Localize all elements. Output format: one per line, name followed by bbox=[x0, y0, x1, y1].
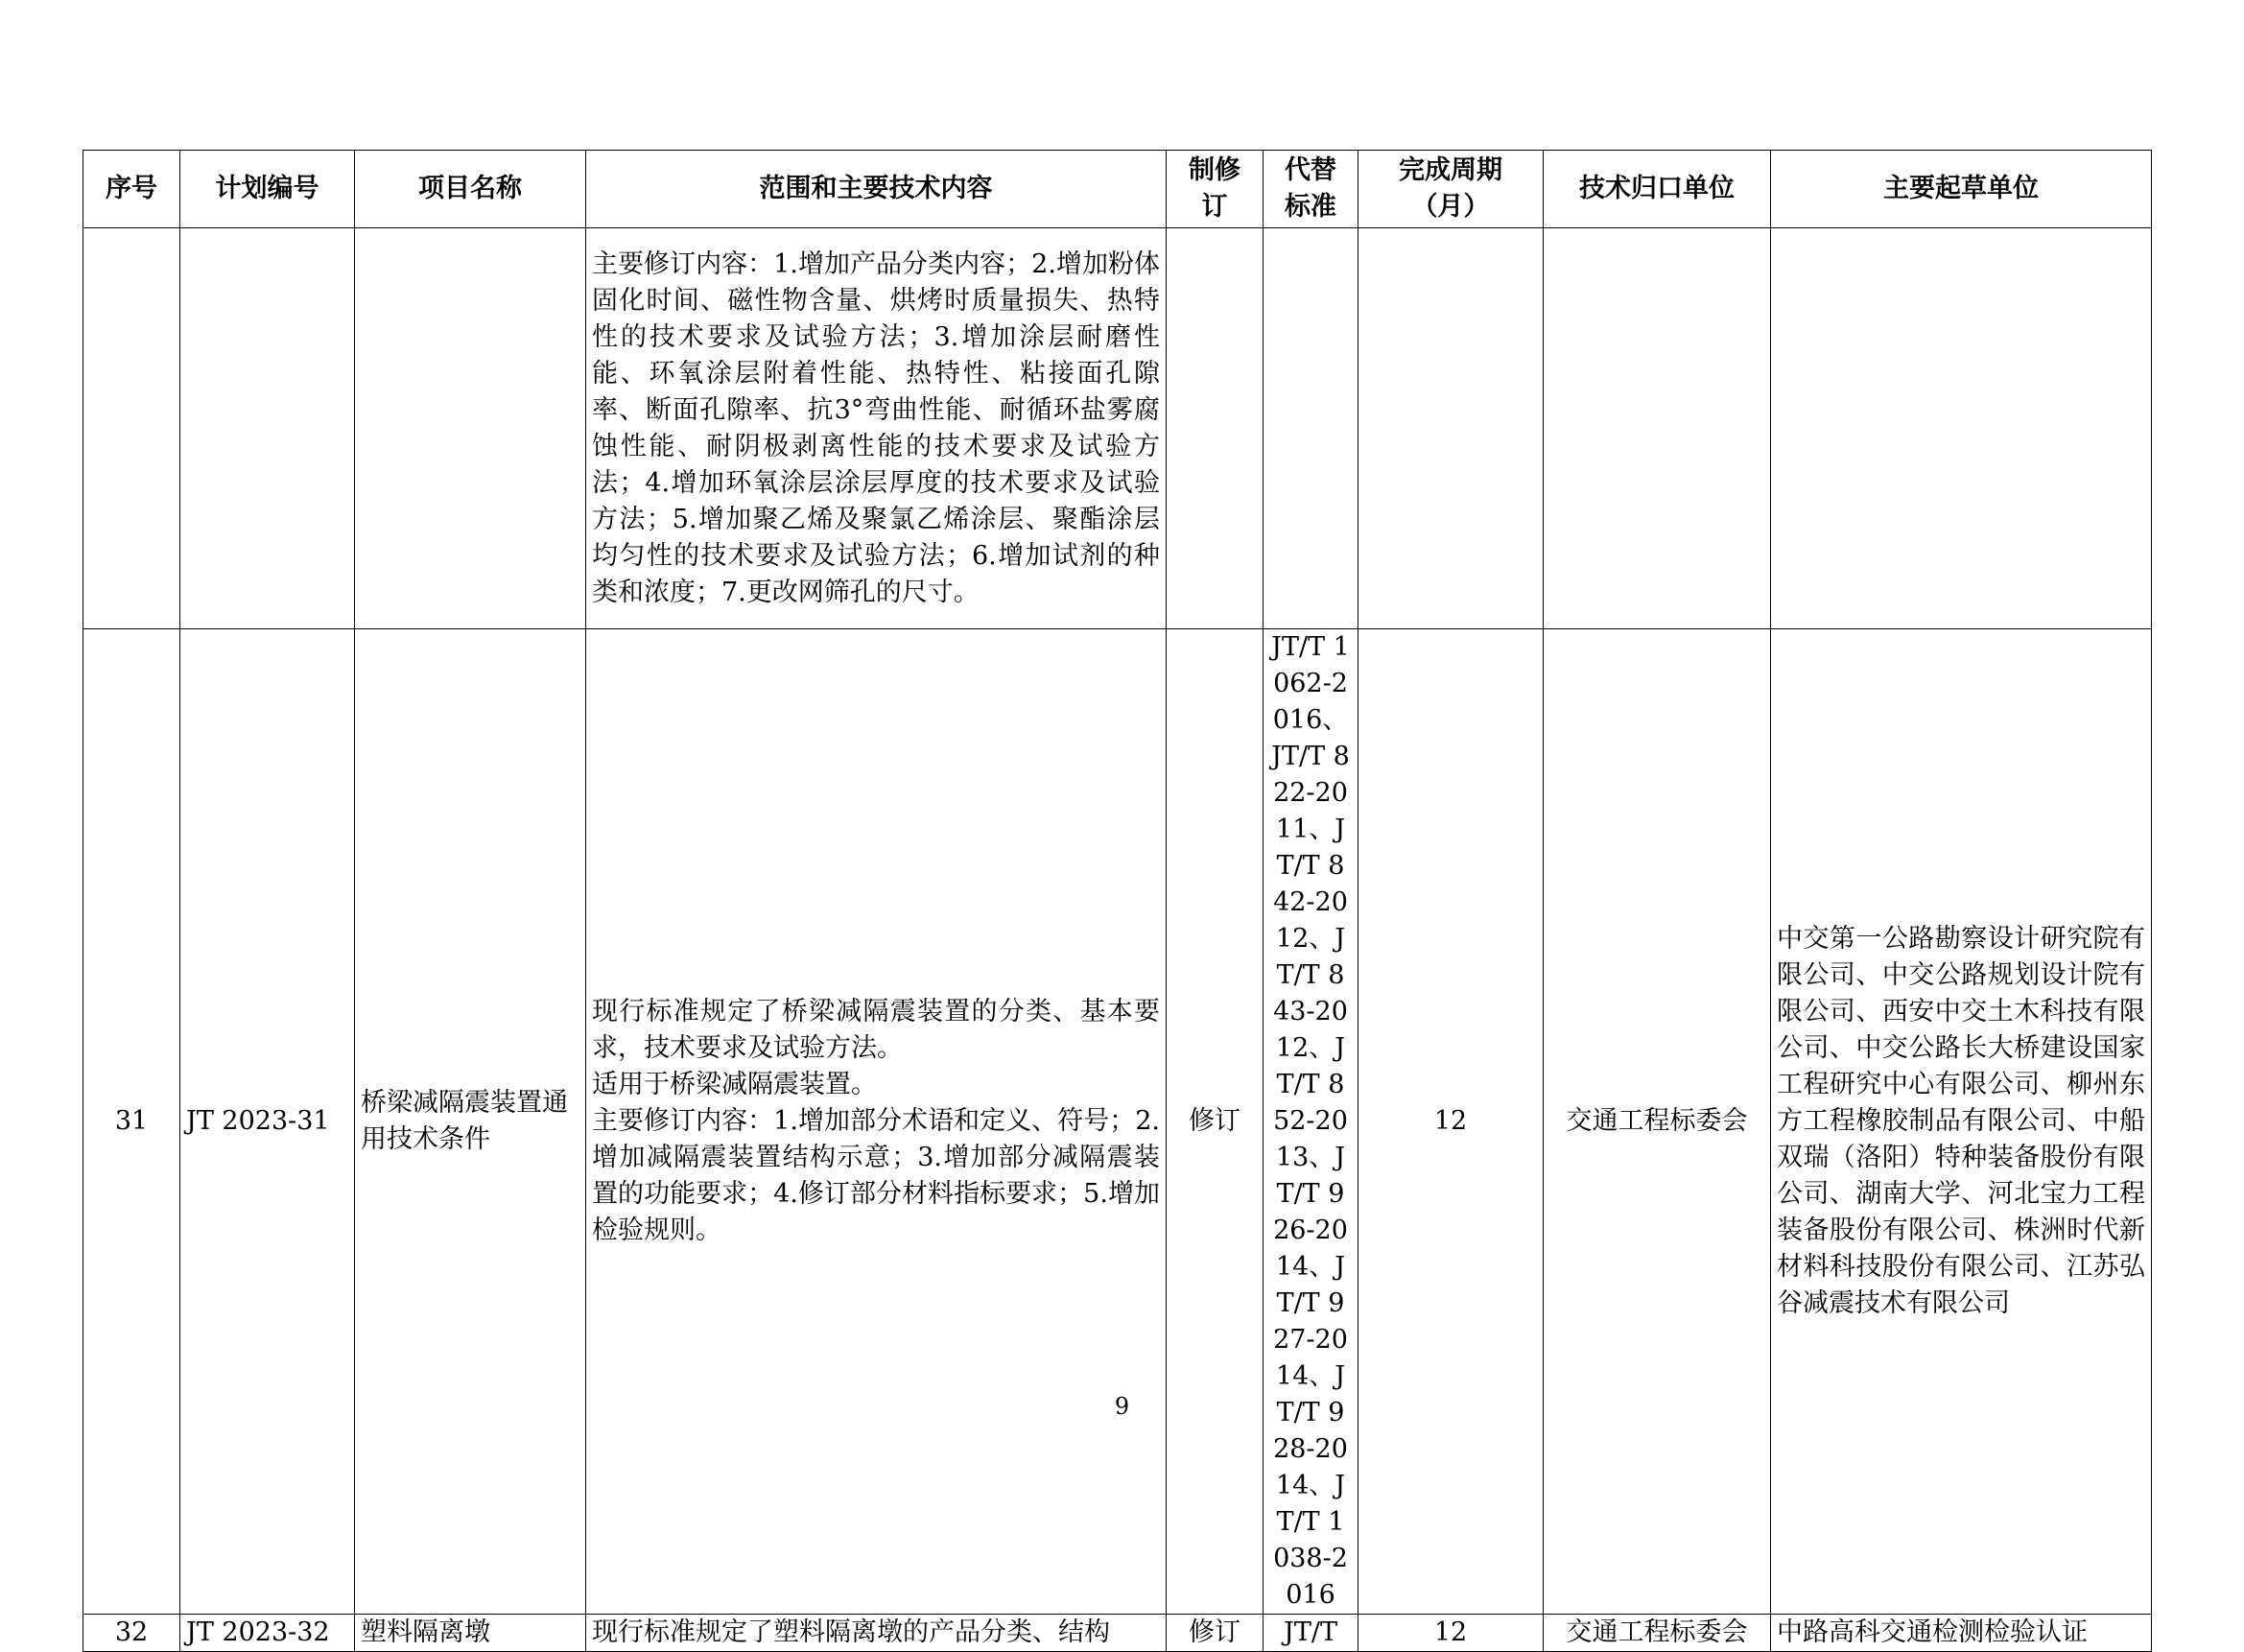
cell-revise: 修订 bbox=[1167, 629, 1264, 1615]
cell-tech-unit: 交通工程标委会 bbox=[1544, 629, 1771, 1615]
cell-seq: 32 bbox=[83, 1615, 180, 1652]
cell-replace: JT/T bbox=[1264, 1615, 1358, 1652]
cell-replace bbox=[1264, 228, 1358, 629]
header-period bbox=[1358, 151, 1544, 228]
cell-scope bbox=[586, 629, 1167, 1615]
cell-revise: 修订 bbox=[1167, 1615, 1264, 1652]
header-revise bbox=[1167, 151, 1264, 228]
cell-revise bbox=[1167, 228, 1264, 629]
standards-plan-table bbox=[83, 150, 2152, 1652]
header-replace-line-1: 代替 bbox=[1285, 155, 1336, 185]
header-revise-line-1: 制修 bbox=[1189, 155, 1240, 185]
cell-scope: 主要修订内容：1.增加产品分类内容；2.增加粉体固化时间、磁性物含量、烘烤时质量损失、热特性的技术要求及试验方法；3.增加涂层耐磨性能、环氧涂层附着性能、热特性、粘接面孔隙率、断面孔隙率、抗3°弯曲性能、耐循环盐雾腐蚀性能、耐阴极剥离性能的技术要求及试验方法；4.增加环氧涂层涂层厚度的技术要求及试验方法；5.增加聚乙烯及聚氯乙烯涂层、聚酯涂层均匀性的技术要求及试验方法；6.增加试剂的种类和浓度；7.更改网筛孔的尺寸。 bbox=[586, 228, 1167, 629]
header-tech-unit: 技术归口单位 bbox=[1544, 151, 1771, 228]
table-row bbox=[83, 1615, 2152, 1652]
scope-line-2: 适用于桥梁减隔震装置。 bbox=[592, 1070, 877, 1099]
cell-project-name: 塑料隔离墩 bbox=[355, 1615, 586, 1652]
cell-drafter bbox=[1771, 228, 2152, 629]
cell-seq: 31 bbox=[83, 629, 180, 1615]
table-row bbox=[83, 228, 2152, 629]
cell-period: 12 bbox=[1358, 629, 1544, 1615]
cell-seq bbox=[83, 228, 180, 629]
cell-period: 12 bbox=[1358, 1615, 1544, 1652]
scope-line-3: 主要修订内容：1.增加部分术语和定义、符号；2.增加减隔震装置结构示意；3.增加部分减隔震装置的功能要求；4.修订部分材料指标要求；5.增加检验规则。 bbox=[592, 1106, 1160, 1245]
cell-plan-no bbox=[180, 228, 355, 629]
cell-project-name: 桥梁减隔震装置通用技术条件 bbox=[355, 629, 586, 1615]
scope-line-1: 现行标准规定了桥梁减隔震装置的分类、基本要求，技术要求及试验方法。 bbox=[592, 997, 1160, 1063]
cell-tech-unit: 交通工程标委会 bbox=[1544, 1615, 1771, 1652]
cell-drafter: 中交第一公路勘察设计研究院有限公司、中交公路规划设计院有限公司、西安中交土木科技有限公司、中交公路长大桥建设国家工程研究中心有限公司、柳州东方工程橡胶制品有限公司、中船双瑞（洛阳）特种装备股份有限公司、湖南大学、河北宝力工程装备股份有限公司、株洲时代新材料科技股份有限公司、江苏弘谷减震技术有限公司 bbox=[1771, 629, 2152, 1615]
table-row bbox=[83, 629, 2152, 1615]
header-plan-no: 计划编号 bbox=[180, 151, 355, 228]
cell-tech-unit bbox=[1544, 228, 1771, 629]
header-period-line-1: 完成周期 bbox=[1399, 155, 1502, 185]
header-seq: 序号 bbox=[83, 151, 180, 228]
header-period-line-2: （月） bbox=[1411, 192, 1490, 222]
header-scope: 范围和主要技术内容 bbox=[586, 151, 1167, 228]
page-number: 9 bbox=[1114, 1393, 1130, 1420]
header-drafter: 主要起草单位 bbox=[1771, 151, 2152, 228]
cell-plan-no: JT 2023-31 bbox=[180, 629, 355, 1615]
cell-plan-no: JT 2023-32 bbox=[180, 1615, 355, 1652]
cell-project-name bbox=[355, 228, 586, 629]
header-revise-line-2: 订 bbox=[1201, 192, 1228, 222]
header-row bbox=[83, 151, 2152, 228]
cell-replace: JT/T 1062-2016、JT/T 822-2011、JT/T 842-2012、JT/T 843-2012、JT/T 852-2013、JT/T 926-2014、JT/T 927-2014、JT/T 928-2014、JT/T 1038-2016 bbox=[1264, 629, 1358, 1615]
cell-drafter: 中路高科交通检测检验认证 bbox=[1771, 1615, 2152, 1652]
cell-period bbox=[1358, 228, 1544, 629]
cell-scope: 现行标准规定了塑料隔离墩的产品分类、结构 bbox=[586, 1615, 1167, 1652]
header-replace-line-2: 标准 bbox=[1285, 192, 1336, 222]
header-replace bbox=[1264, 151, 1358, 228]
header-project-name: 项目名称 bbox=[355, 151, 586, 228]
